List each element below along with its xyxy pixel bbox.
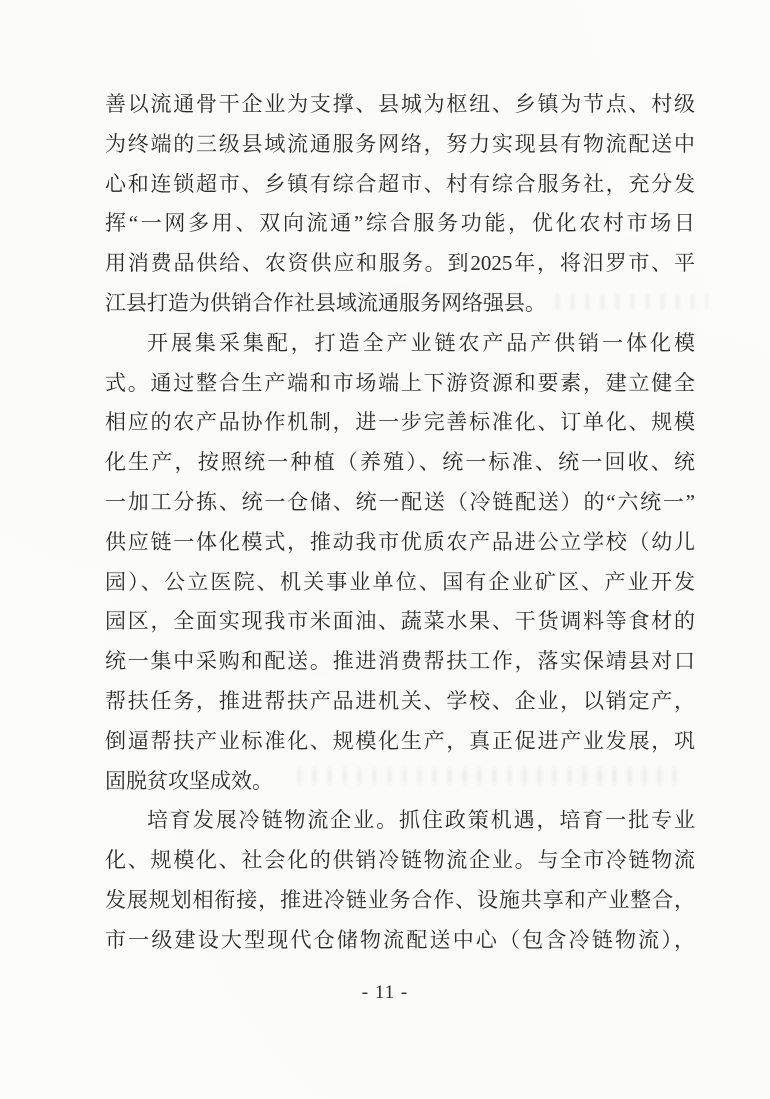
text-line: 用消费品供给、农资供应和服务。到2025年，将汨罗市、平	[105, 251, 695, 276]
text-line: 供应链一体化模式，推动我市优质农产品进公立学校（幼儿	[105, 529, 695, 554]
text-line: 园区，全面实现我市米面油、蔬菜水果、干货调料等食材的	[105, 609, 695, 634]
text-line: 一加工分拣、统一仓储、统一配送（冷链配送）的“六统一”	[105, 489, 695, 514]
text-line: 为终端的三级县域流通服务网络，努力实现县有物流配送中	[105, 131, 695, 156]
text-line: 相应的农产品协作机制，进一步完善标准化、订单化、规模	[105, 410, 695, 435]
text-line: 江县打造为供销合作社县域流通服务网络强县。	[105, 290, 546, 315]
text-line: 挥“一网多用、双向流通”综合服务功能，优化农村市场日	[105, 211, 695, 236]
text-line: 统一集中采购和配送。推进消费帮扶工作，落实保靖县对口	[105, 649, 695, 674]
text-line: 化生产，按照统一种植（养殖）、统一标准、统一回收、统	[105, 450, 695, 475]
text-line: 式。通过整合生产端和市场端上下游资源和要素，建立健全	[105, 370, 695, 395]
page-footer	[0, 982, 770, 1004]
text-line: 倒逼帮扶产业标准化、规模化生产，真正促进产业发展，巩	[105, 728, 695, 753]
text-line: 市一级建设大型现代仓储物流配送中心（包含冷链物流），	[105, 927, 695, 952]
text-line: 园）、公立医院、机关事业单位、国有企业矿区、产业开发	[105, 569, 695, 594]
text-line: 固脱贫攻坚成效。	[105, 768, 273, 793]
text-line: 培育发展冷链物流企业。抓住政策机遇，培育一批专业	[147, 808, 695, 833]
document-body	[105, 85, 695, 961]
text-line: 善以流通骨干企业为支撑、县城为枢纽、乡镇为节点、村级	[105, 92, 695, 116]
page-number: - 11 -	[361, 982, 409, 1003]
text-line: 化、规模化、社会化的供销冷链物流企业。与全市冷链物流	[105, 848, 695, 873]
text-line: 心和连锁超市、乡镇有综合超市、村有综合服务社，充分发	[105, 171, 695, 196]
text-line: 帮扶任务，推进帮扶产品进机关、学校、企业，以销定产，	[105, 688, 695, 713]
text-line: 发展规划相衔接，推进冷链业务合作、设施共享和产业整合，	[105, 887, 695, 912]
text-line: 开展集采集配，打造全产业链农产品产供销一体化模	[147, 330, 695, 355]
